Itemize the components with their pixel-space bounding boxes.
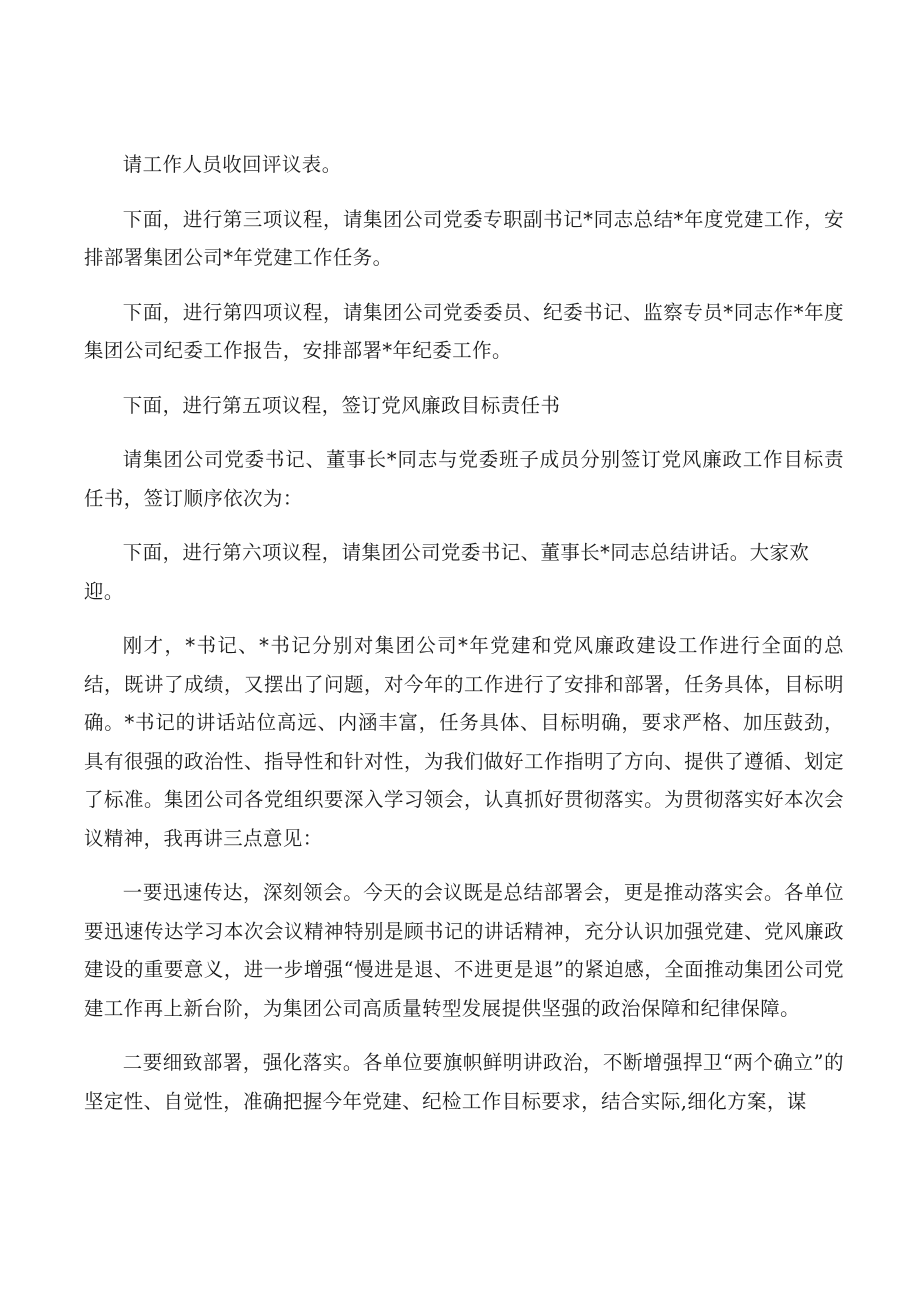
paragraph-agenda-item-3: 下面，进行第三项议程，请集团公司党委专职副书记*同志总结*年度党建工作，安排部署集团公司*年党建工作任务。	[84, 207, 844, 269]
paragraph-agenda-item-4: 下面，进行第四项议程，请集团公司党委委员、纪委书记、监察专员*同志作*年度集团公司纪委工作报告，安排部署*年纪委工作。	[84, 300, 844, 362]
paragraph-point-two: 二要细致部署，强化落实。各单位要旗帜鲜明讲政治，不断增强捍卫“两个确立”的坚定性、自觉性，准确把握今年党建、纪检工作目标要求，结合实际,细化方案，谋	[84, 1051, 844, 1113]
paragraph-agenda-item-5: 下面，进行第五项议程，签订党风廉政目标责任书	[122, 393, 561, 417]
paragraph-point-one: 一要迅速传达，深刻领会。今天的会议既是总结部署会，更是推动落实会。各单位要迅速传达学习本次会议精神特别是顾书记的讲话精神，充分认识加强党建、党风廉政建设的重要意义，进一步增强“慢进是退、不进更是退”的紧迫感，全面推动集团公司党建工作再上新台阶，为集团公司高质量转型发展提供坚强的政治保障和纪律保障。	[84, 881, 844, 1020]
document-body	[84, 146, 844, 1137]
paragraph-signing-order: 请集团公司党委书记、董事长*同志与党委班子成员分别签订党风廉政工作目标责任书，签订顺序依次为：	[84, 448, 844, 510]
paragraph-summary-remarks: 刚才，*书记、*书记分别对集团公司*年党建和党风廉政建设工作进行全面的总结，既讲了成绩，又摆出了问题，对今年的工作进行了安排和部署，任务具体，目标明确。*书记的讲话站位高远、内涵丰富，任务具体、目标明确，要求严格、加压鼓劲，具有很强的政治性、指导性和针对性，为我们做好工作指明了方向、提供了遵循、划定了标准。集团公司各党组织要深入学习领会，认真抓好贯彻落实。为贯彻落实好本次会议精神，我再讲三点意见：	[84, 634, 844, 850]
paragraph-collect-forms: 请工作人员收回评议表。	[122, 153, 342, 176]
paragraph-agenda-item-6: 下面，进行第六项议程，请集团公司党委书记、董事长*同志总结讲话。大家欢迎。	[84, 541, 810, 603]
